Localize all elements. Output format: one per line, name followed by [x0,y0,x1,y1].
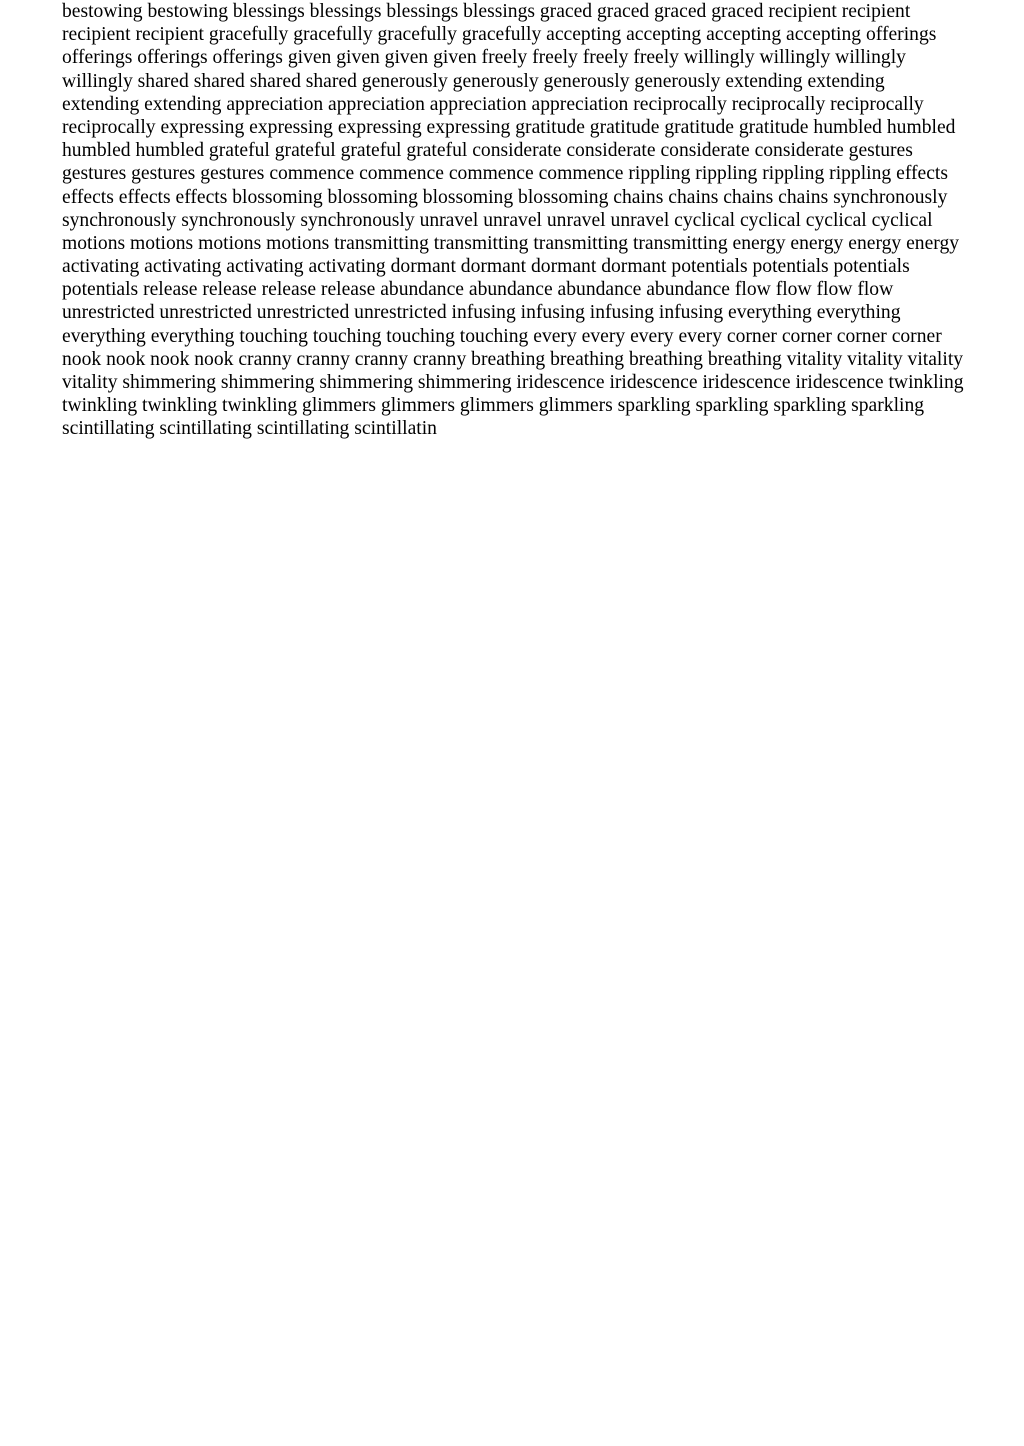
text-line: bestowing bestowing blessings blessings blessings blessings graced graced graced graced recipient recipient [62,1,911,22]
text-line: vitality shimmering shimmering shimmering shimmering iridescence iridescence iridescence iridescence twinkling [62,372,964,393]
text-line: twinkling twinkling twinkling glimmers glimmers glimmers glimmers sparkling sparkling sparkling sparkling [62,395,925,417]
text-line: extending extending appreciation appreciation appreciation appreciation reciprocally reciprocally reciprocally [62,93,924,115]
body-text [62,0,1014,441]
text-line: nook nook nook nook cranny cranny cranny cranny breathing breathing breathing breathing vitality vitality vitality [62,348,964,370]
text-line: everything everything touching touching touching touching every every every every corner corner corner corner [62,325,942,347]
text-line: recipient recipient gracefully gracefully gracefully gracefully accepting accepting accepting accepting offerings [62,24,937,46]
text-line: motions motions motions motions transmitting transmitting transmitting transmitting energy energy energy energy [62,232,960,254]
text-line: activating activating activating activating dormant dormant dormant dormant potentials potentials potentials [62,256,910,278]
text-line: humbled humbled grateful grateful grateful grateful considerate considerate considerate considerate gestures [62,140,913,162]
text-line: offerings offerings offerings given given given given freely freely freely freely willingly willingly willingly [62,47,906,69]
text-line: willingly shared shared shared shared generously generously generously generously extending extending [62,70,885,92]
text-line: gestures gestures gestures commence commence commence commence rippling rippling rippling rippling effects [62,163,948,185]
text-line: reciprocally expressing expressing expressing expressing gratitude gratitude gratitude gratitude humbled humbled [62,116,956,138]
text-line: effects effects effects blossoming blossoming blossoming blossoming chains chains chains chains synchronously [62,186,948,208]
text-line: potentials release release release release abundance abundance abundance abundance flow flow flow flow [62,279,894,301]
text-line: scintillating scintillating scintillating scintillatin [62,418,437,440]
text-line: synchronously synchronously synchronously unravel unravel unravel unravel cyclical cyclical cyclical cyclical [62,209,933,231]
text-line: unrestricted unrestricted unrestricted unrestricted infusing infusing infusing infusing everything everything [62,302,901,324]
